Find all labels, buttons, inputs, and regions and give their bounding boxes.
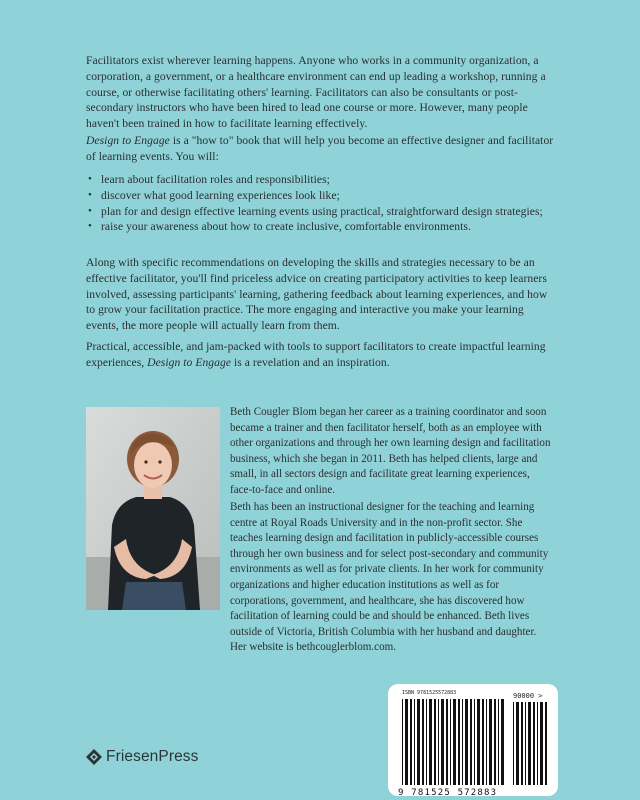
barcode-bar (540, 702, 543, 785)
barcode-bar (458, 699, 460, 785)
barcode-bar (545, 702, 547, 785)
publisher-logo (86, 748, 199, 766)
barcode-bar (494, 699, 496, 785)
isbn-label: ISBN 9781525572883 (402, 690, 457, 696)
barcode-bar (525, 702, 526, 785)
barcode-bar (537, 702, 538, 785)
barcode-bar (462, 699, 463, 785)
barcode-bar (498, 699, 499, 785)
isbn-barcode (388, 684, 558, 796)
barcode-bar (446, 699, 448, 785)
book-title: Design to Engage (147, 355, 232, 369)
barcode-bar (410, 699, 412, 785)
barcode-bar (486, 699, 487, 785)
barcode-bar (513, 702, 514, 785)
barcode-bars (402, 699, 506, 785)
friesenpress-logo-icon (86, 749, 102, 765)
price-barcode-bars (513, 702, 549, 785)
barcode-bar (501, 699, 504, 785)
publisher-name: FriesenPress (106, 748, 199, 765)
list-item: • learn about facilitation roles and responsibilities; (88, 173, 330, 186)
book-title: Design to Engage (86, 134, 170, 147)
list-item: • plan for and design effective learning events using practical, straightforward design strategies; (88, 204, 543, 218)
barcode-bar (402, 699, 403, 785)
barcode-bar (441, 699, 444, 785)
barcode-bar (489, 699, 492, 785)
barcode-bar (516, 702, 519, 785)
list-item: • discover what good learning experiences look like; (88, 188, 340, 202)
barcode-bar (521, 702, 523, 785)
list-item: • raise your awareness about how to create inclusive, comfortable environments. (88, 220, 471, 234)
barcode-bar (477, 699, 480, 785)
author-bio-paragraph-1: Beth Cougler Blom began her career as a training coordinator and soon became a trainer and then facilitator herself, both as an employee with other organizations and through her own learning design and facilitation business, which she began in 2011. Beth has helped clients, large and small, in all sectors design and facilitate great learning experiences, face-to-face and online. (230, 406, 551, 496)
barcode-bar (470, 699, 472, 785)
bullet-icon: • (88, 220, 92, 233)
skills-paragraph: Along with specific recommendations on developing the skills and strategies necessary to be an effective facilitator, you'll find priceless advice on creating participatory activities to keep learners involved, assessing participants' learning, gathering feedback about learning experiences, and how to grow your facilitation practice. The more engaging and interactive you make your learning events, the more people will actually learn from them. (86, 256, 548, 333)
barcode-bar (434, 699, 436, 785)
barcode-bar (474, 699, 475, 785)
intro-paragraph: Facilitators exist wherever learning happens. Anyone who works in a community organization, a corporation, a government, or a healthcare environment can end up leading a workshop, running a course, or otherwise facilitating others' learning. Facilitators can also be consultants or post-secondary instructors who have been hired to lead one course or more. However, many people haven't been trained in how to facilitate learning effectively. (86, 54, 546, 131)
bullet-list (86, 172, 556, 235)
bullet-icon: • (88, 173, 92, 185)
barcode-bar (405, 699, 408, 785)
design-paragraph (86, 133, 556, 165)
barcode-bar (417, 699, 420, 785)
barcode-bar (465, 699, 468, 785)
barcode-bar (422, 699, 424, 785)
bullet-icon: • (88, 204, 92, 217)
barcode-bar (438, 699, 439, 785)
isbn-digits: 9 781525 572883 (398, 788, 498, 798)
barcode-bar (528, 702, 531, 785)
barcode-bar (453, 699, 456, 785)
barcode-bar (533, 702, 535, 785)
author-photo (86, 407, 220, 610)
barcode-bar (414, 699, 415, 785)
barcode-bar (426, 699, 427, 785)
summary-paragraph: Practical, accessible, and jam-packed with tools to support facilitators to create impactful learning experiences, Design to Engage is a revelation and an inspiration. (86, 340, 546, 369)
design-paragraph-text: is a "how to" book that will help you become an effective designer and facilitator of learning events. You will: (86, 134, 554, 163)
author-bio-paragraph-2: Beth has been an instructional designer for the teaching and learning centre at Royal Roads University and in the non-profit sector. She teaches learning design and facilitation in publicly-accessible courses through her own business and for select post-secondary and community environments as well as for private clients. In her work for community organizations and higher education institutions as well as for corporations, government, and healthcare, she has discovered how facilitation of learning could be and should be enhanced. Beth lives outside of Victoria, British Columbia with her husband and daughter. Her website is bethcouglerblom.com. (230, 501, 549, 654)
barcode-bar (429, 699, 432, 785)
price-code: 90000 > (513, 692, 543, 700)
barcode-bar (450, 699, 451, 785)
barcode-bar (482, 699, 484, 785)
bullet-icon: • (88, 188, 92, 201)
